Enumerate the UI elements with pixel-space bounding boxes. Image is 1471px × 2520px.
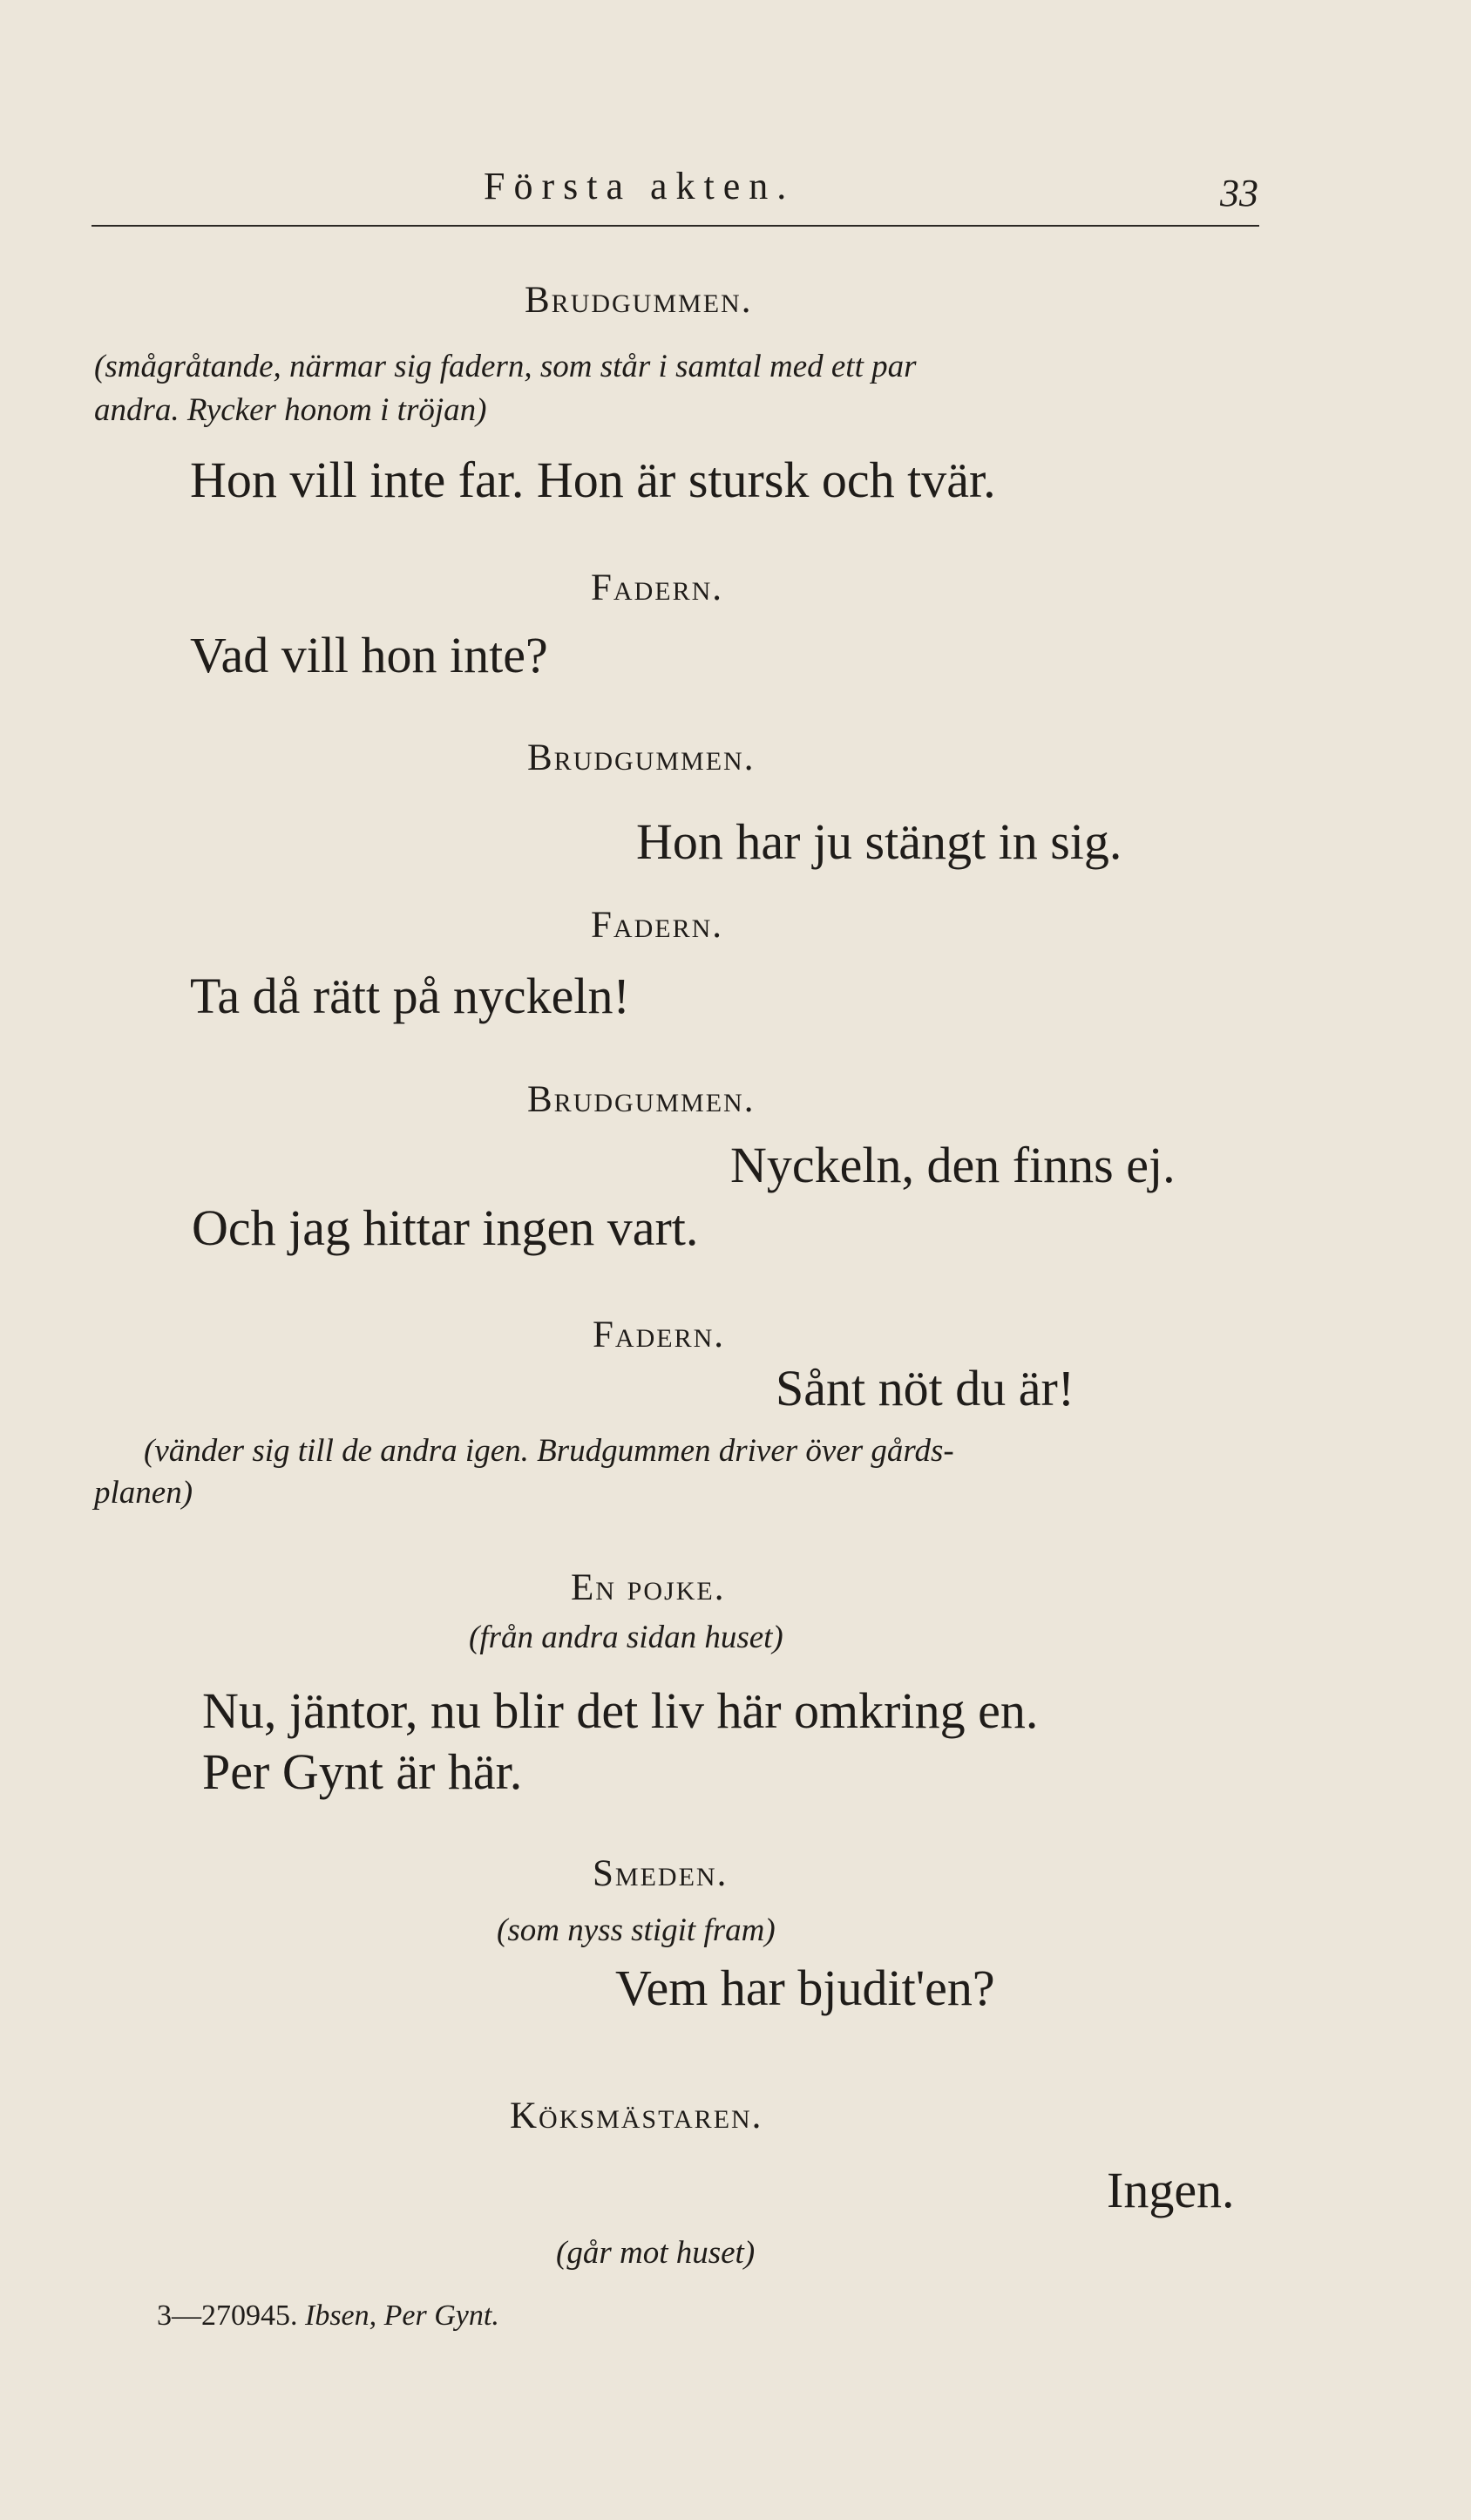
stage-direction: andra. Rycker honom i tröjan): [94, 392, 487, 428]
speaker-name: Brudgummen.: [525, 280, 753, 321]
stage-direction: (som nyss stigit fram): [497, 1912, 776, 1948]
dialogue-line: Nu, jäntor, nu blir det liv här omkring en.: [202, 1682, 1039, 1739]
dialogue-line: Hon har ju stängt in sig.: [636, 813, 1122, 870]
speaker-name: Fadern.: [591, 905, 723, 946]
dialogue-line: Ta då rätt på nyckeln!: [190, 968, 630, 1024]
footer-author: Ibsen,: [305, 2299, 377, 2332]
speaker-name: Fadern.: [591, 567, 723, 608]
dialogue-line: Per Gynt är här.: [202, 1743, 523, 1800]
stage-direction: (vänder sig till de andra igen. Brudgummen driver över gårds-: [144, 1433, 954, 1469]
footer-work: Per Gynt.: [383, 2299, 499, 2332]
footer-signature: [157, 2301, 499, 2331]
stage-direction: (från andra sidan huset): [469, 1620, 783, 1655]
dialogue-line: Och jag hittar ingen vart.: [192, 1199, 699, 1256]
dialogue-line: Vem har bjudit'en?: [615, 1960, 995, 2016]
stage-direction: (smågråtande, närmar sig fadern, som står i samtal med ett par: [94, 349, 917, 384]
running-header-title: Första akten.: [484, 165, 796, 207]
stage-direction: planen): [94, 1475, 193, 1511]
stage-direction: (går mot huset): [556, 2235, 756, 2271]
page-number: 33: [1220, 172, 1258, 214]
header-rule: [92, 225, 1259, 227]
dialogue-line: Vad vill hon inte?: [190, 627, 548, 683]
speaker-name: Smeden.: [593, 1853, 729, 1894]
dialogue-line: Sånt nöt du är!: [776, 1360, 1075, 1416]
speaker-name: Brudgummen.: [527, 737, 756, 778]
dialogue-line: Ingen.: [1107, 2162, 1235, 2218]
dialogue-line: Nyckeln, den finns ej.: [730, 1137, 1176, 1193]
speaker-name: En pojke.: [571, 1567, 726, 1608]
speaker-name: Köksmästaren.: [510, 2095, 763, 2136]
printer-signature: 3—270945.: [157, 2299, 298, 2332]
speaker-name: Fadern.: [593, 1314, 725, 1355]
speaker-name: Brudgummen.: [527, 1079, 756, 1120]
dialogue-line: Hon vill inte far. Hon är stursk och tvär.: [190, 452, 996, 508]
